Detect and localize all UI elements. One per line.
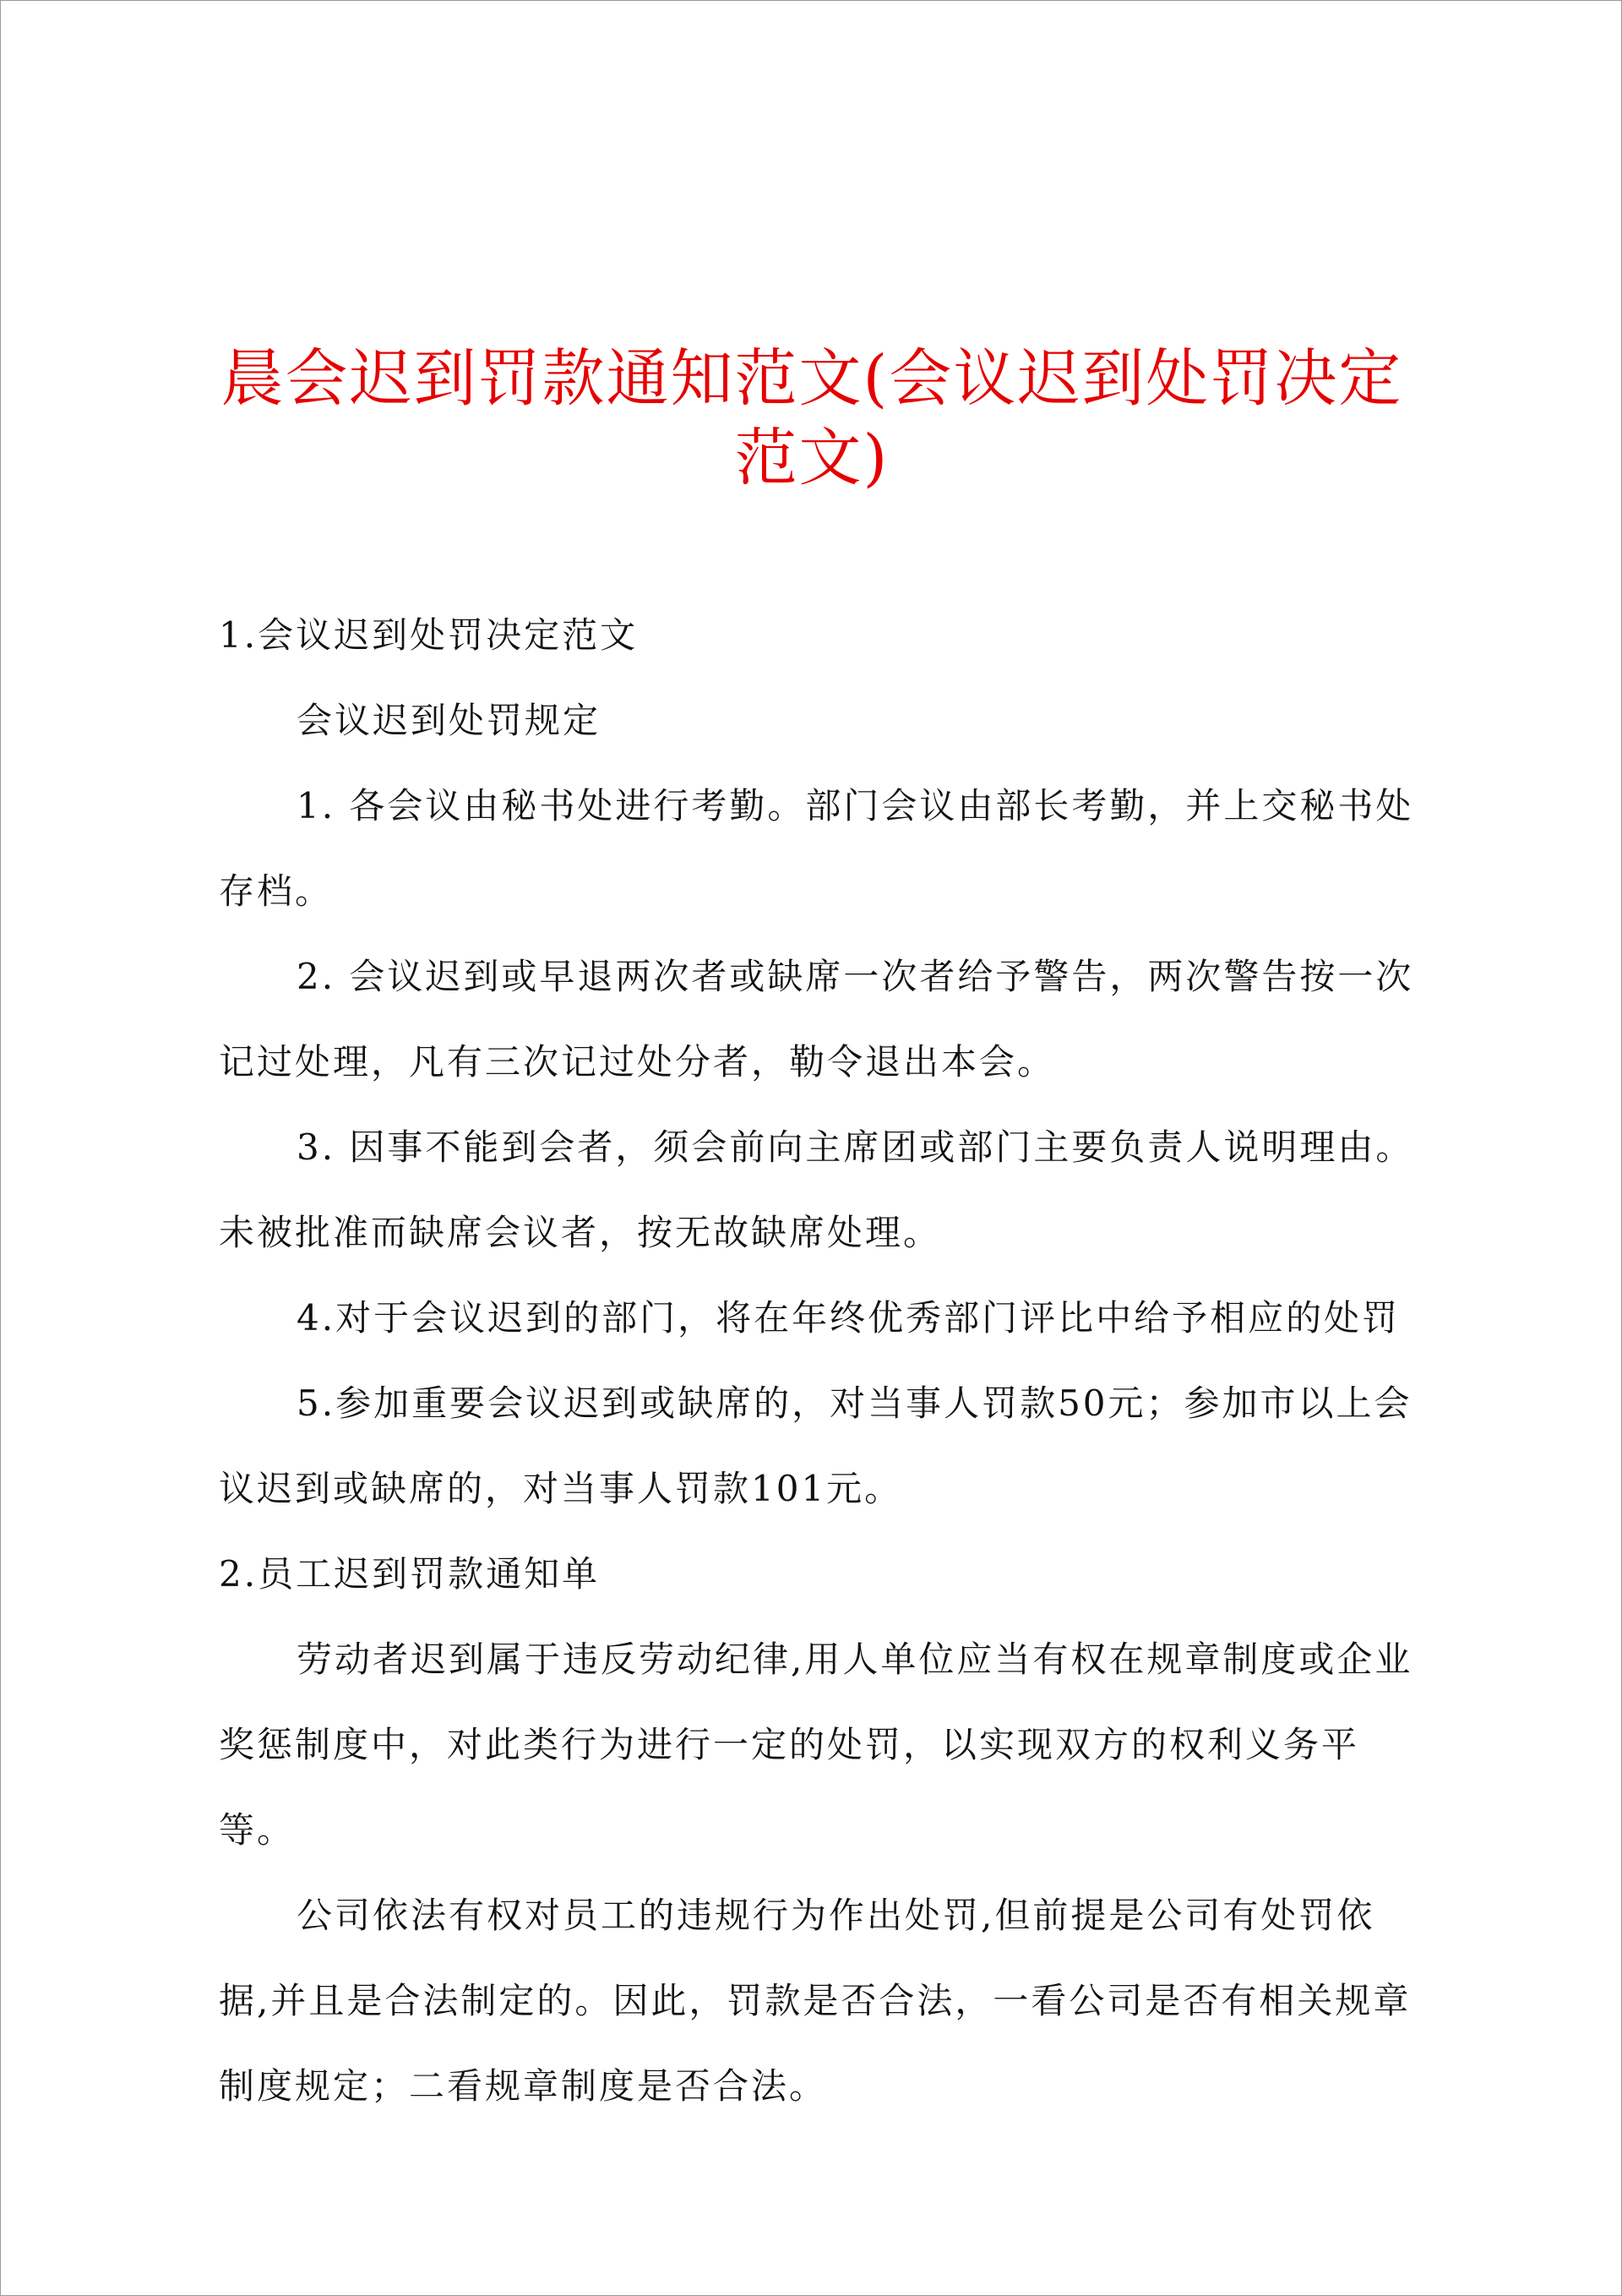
paragraph-2: 公司依法有权对员工的违规行为作出处罚,但前提是公司有处罚依据,并且是合法制定的。因此，罚款是否合法，一看公司是否有相关规章制度规定；二看规章制度是否合法。 (219, 1895, 1412, 2107)
rule-item-3: 3. 因事不能到会者，须会前向主席团或部门主要负责人说明理由。未被批准而缺席会议者，按无故缺席处理。 (219, 1126, 1414, 1253)
document-body (219, 592, 1418, 2129)
paragraph-1: 劳动者迟到属于违反劳动纪律,用人单位应当有权在规章制度或企业奖惩制度中，对此类行为进行一定的处罚，以实现双方的权利义务平等。 (219, 1639, 1413, 1851)
document-title: 晨会迟到罚款通知范文(会议迟到处罚决定范文) (220, 342, 1403, 494)
section-heading-1: 1.会议迟到处罚决定范文 (219, 614, 639, 656)
section-subheading: 会议迟到处罚规定 (297, 700, 601, 741)
rule-item-2: 2. 会议迟到或早退两次者或缺席一次者给予警告，两次警告按一次记过处理，凡有三次记过处分者，勒令退出本会。 (219, 956, 1414, 1083)
rule-item-1: 1. 各会议由秘书处进行考勤。部门会议由部长考勤，并上交秘书处存档。 (219, 785, 1414, 912)
rule-item-4: 4.对于会议迟到的部门，将在年终优秀部门评比中给予相应的处罚 (297, 1297, 1401, 1339)
section-heading-2: 2.员工迟到罚款通知单 (219, 1553, 601, 1595)
rule-item-5: 5.参加重要会议迟到或缺席的，对当事人罚款50元；参加市以上会议迟到或缺席的，对当事人罚款101元。 (219, 1383, 1412, 1509)
